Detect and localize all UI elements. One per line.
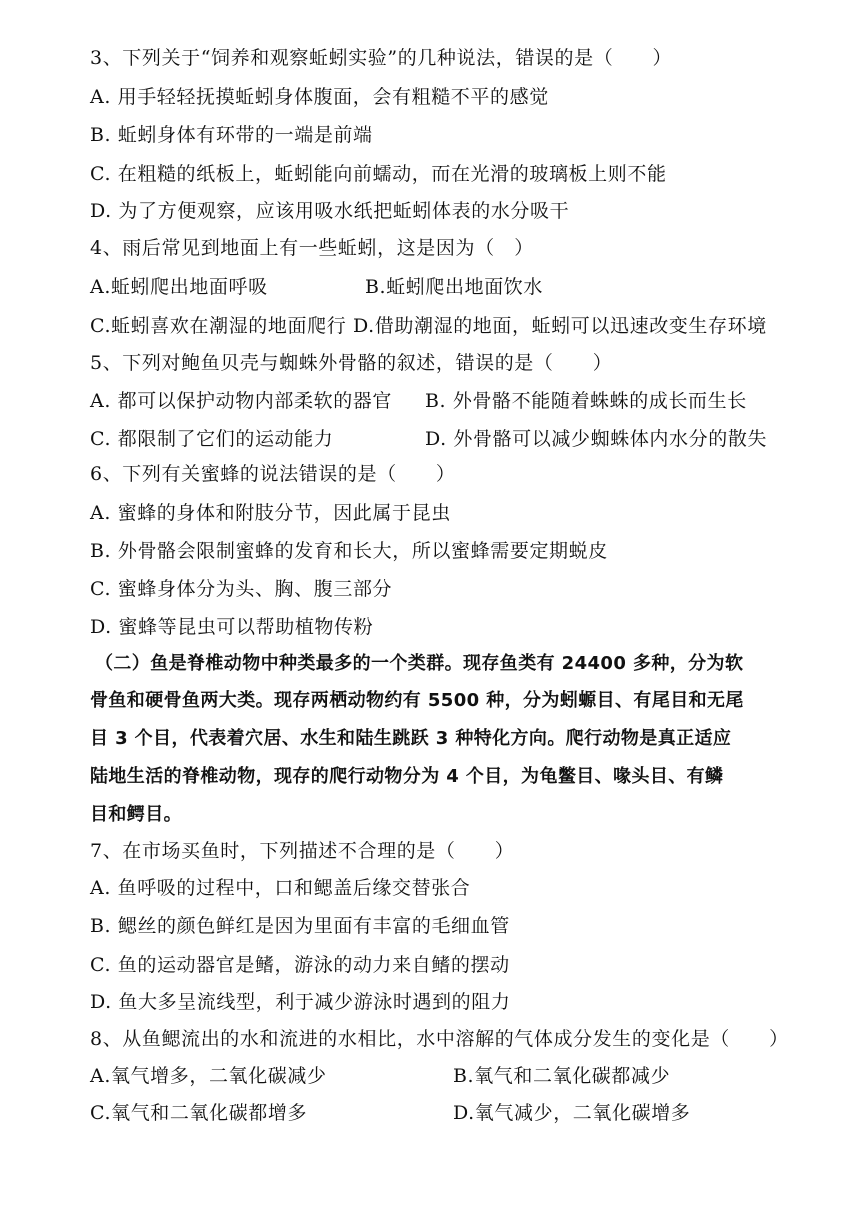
passage-line-5: 目和鳄目。	[90, 804, 182, 825]
question-4-option-c: C.蚯蚓喜欢在潮湿的地面爬行	[90, 315, 347, 337]
question-6-option-d: D. 蜜蜂等昆虫可以帮助植物传粉	[90, 616, 374, 638]
question-5-stem: 5、下列对鲍鱼贝壳与蜘蛛外骨骼的叙述，错误的是（ ）	[90, 352, 613, 374]
passage-line-1: （二）鱼是脊椎动物中种类最多的一个类群。现存鱼类有 24400 多种，分为软	[95, 653, 744, 674]
question-5-option-b: B. 外骨骼不能随着蛛蛛的成长而生长	[425, 390, 747, 412]
question-5-option-c: C. 都限制了它们的运动能力	[90, 428, 334, 450]
question-4-option-a: A.蚯蚓爬出地面呼吸	[90, 276, 268, 298]
question-6-option-c: C. 蜜蜂身体分为头、胸、腹三部分	[90, 578, 393, 600]
question-8-option-b: B.氧气和二氧化碳都减少	[453, 1065, 671, 1087]
question-5-option-a: A. 都可以保护动物内部柔软的器官	[90, 390, 393, 412]
question-3-option-d: D. 为了方便观察，应该用吸水纸把蚯蚓体表的水分吸干	[90, 200, 570, 222]
passage-line-2: 骨鱼和硬骨鱼两大类。现存两栖动物约有 5500 种，分为蚓螈目、有尾目和无尾	[90, 690, 744, 711]
question-8-option-d: D.氧气减少，二氧化碳增多	[453, 1102, 691, 1124]
question-5-option-d: D. 外骨骼可以减少蜘蛛体内水分的散失	[425, 428, 768, 450]
question-6-option-a: A. 蜜蜂的身体和附肢分节，因此属于昆虫	[90, 502, 451, 524]
question-3-option-a: A. 用手轻轻抚摸蚯蚓身体腹面，会有粗糙不平的感觉	[90, 86, 549, 108]
question-8-stem: 8、从鱼鳃流出的水和流进的水相比，水中溶解的气体成分发生的变化是（ ）	[90, 1028, 789, 1050]
question-3-option-c: C. 在粗糙的纸板上，蚯蚓能向前蠕动，而在光滑的玻璃板上则不能	[90, 163, 667, 185]
question-8-option-a: A.氧气增多，二氧化碳减少	[90, 1065, 327, 1087]
question-4-option-d: D.借助潮湿的地面，蚯蚓可以迅速改变生存环境	[353, 315, 767, 337]
question-7-stem: 7、在市场买鱼时，下列描述不合理的是（ ）	[90, 840, 515, 862]
question-4-option-b: B.蚯蚓爬出地面饮水	[365, 276, 544, 298]
question-7-option-b: B. 鳃丝的颜色鲜红是因为里面有丰富的毛细血管	[90, 915, 510, 937]
question-4-stem: 4、雨后常见到地面上有一些蚯蚓，这是因为（ ）	[90, 237, 534, 259]
passage-line-4: 陆地生活的脊椎动物，现存的爬行动物分为 4 个目，为龟鳖目、喙头目、有鳞	[90, 766, 724, 787]
question-7-option-d: D. 鱼大多呈流线型，利于减少游泳时遇到的阻力	[90, 991, 511, 1013]
passage-line-3: 目 3 个目，代表着穴居、水生和陆生跳跃 3 种特化方向。爬行动物是真正适应	[90, 728, 732, 749]
question-7-option-c: C. 鱼的运动器官是鳍，游泳的动力来自鳍的摆动	[90, 954, 510, 976]
question-6-stem: 6、下列有关蜜蜂的说法错误的是（ ）	[90, 463, 456, 485]
question-3-option-b: B. 蚯蚓身体有环带的一端是前端	[90, 124, 373, 146]
question-8-option-c: C.氧气和二氧化碳都增多	[90, 1102, 308, 1124]
question-3-stem: 3、下列关于“饲养和观察蚯蚓实验”的几种说法，错误的是（ ）	[90, 47, 673, 69]
question-6-option-b: B. 外骨骼会限制蜜蜂的发育和长大，所以蜜蜂需要定期蜕皮	[90, 540, 608, 562]
question-7-option-a: A. 鱼呼吸的过程中，口和鳃盖后缘交替张合	[90, 877, 471, 899]
